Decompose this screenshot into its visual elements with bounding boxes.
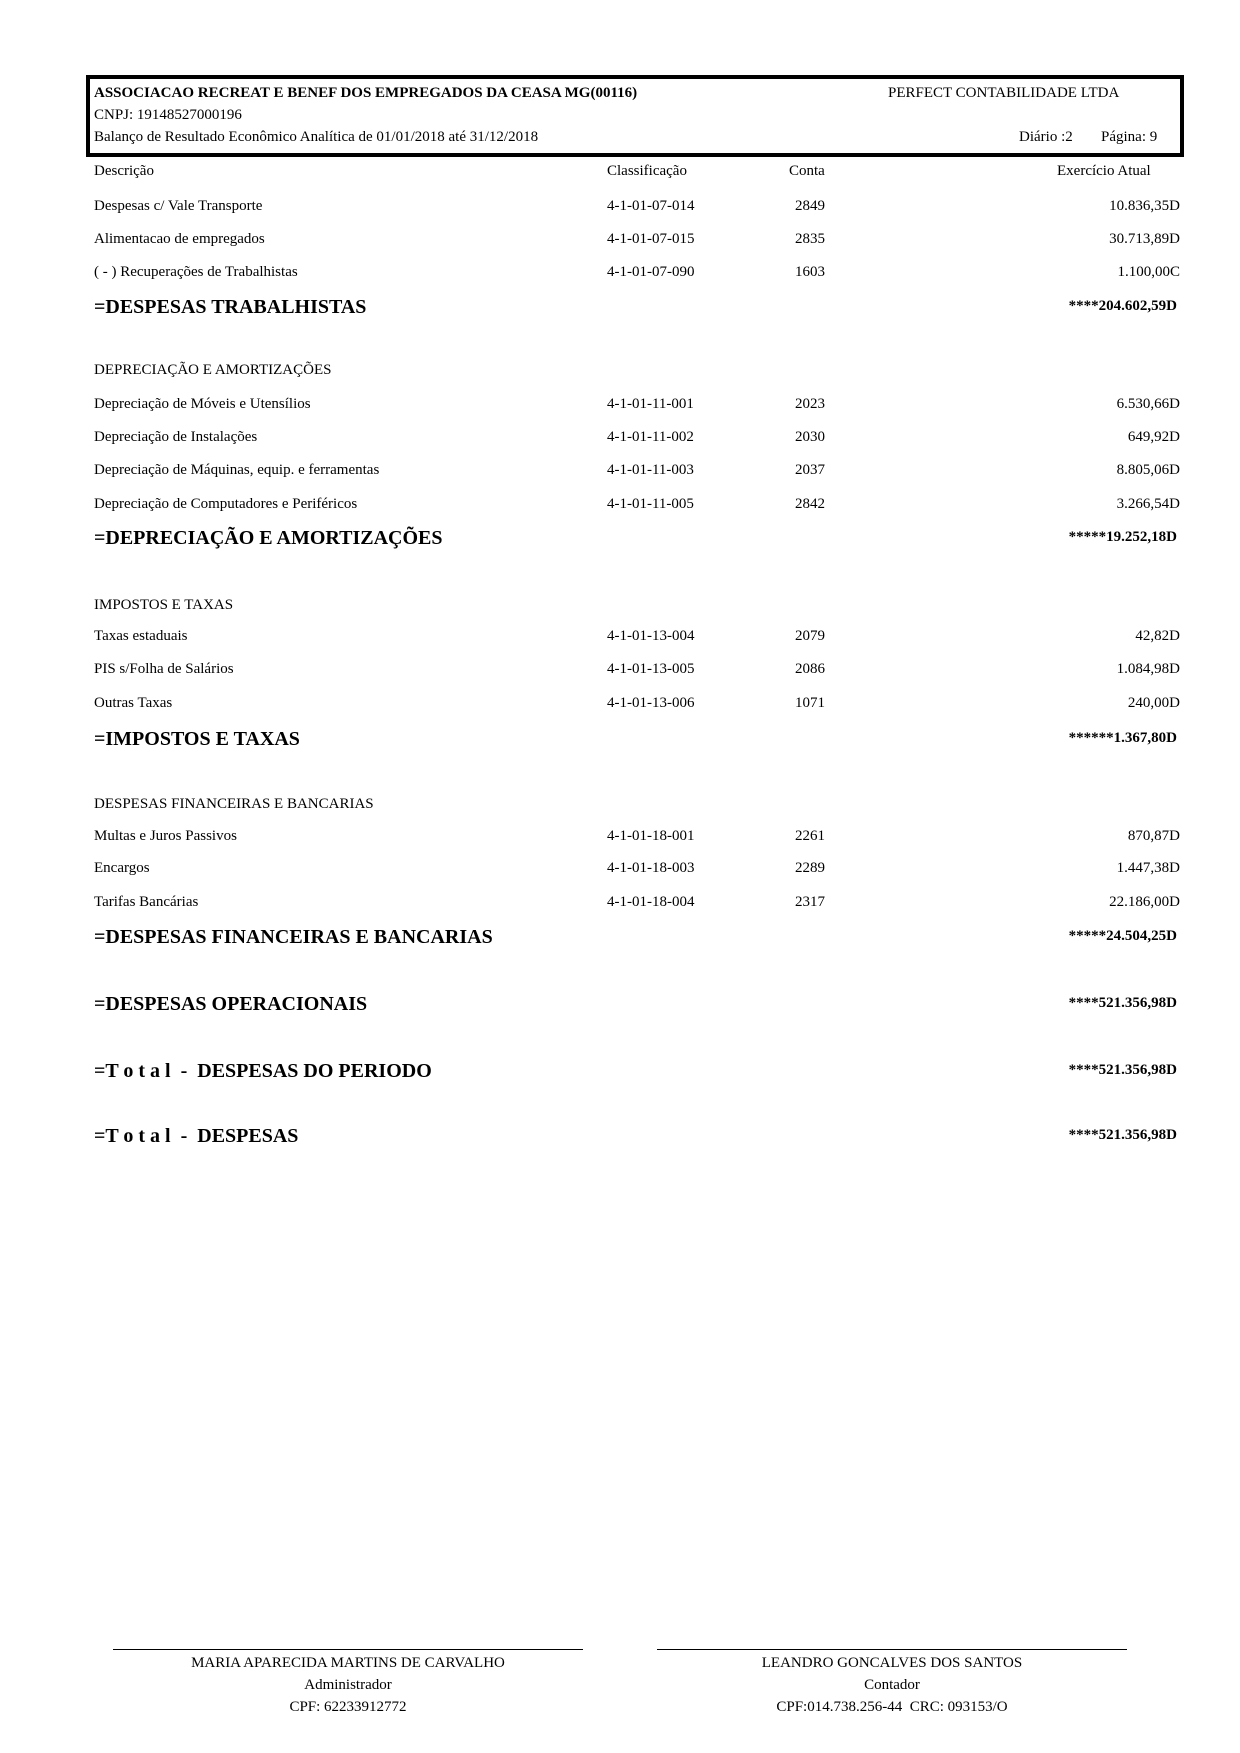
subtotal-value: *****19.252,18D — [1068, 529, 1177, 545]
signatory-role: Contador — [864, 1677, 920, 1693]
row-account: 2086 — [795, 661, 825, 677]
row-account: 2289 — [795, 860, 825, 876]
row-value: 3.266,54D — [1116, 496, 1180, 512]
subtotal-label: =DESPESAS TRABALHISTAS — [94, 296, 367, 318]
row-value: 22.186,00D — [1109, 894, 1180, 910]
row-classification: 4-1-01-13-005 — [607, 661, 695, 677]
row-description: Encargos — [94, 860, 150, 876]
row-account: 2317 — [795, 894, 825, 910]
total-value: ****521.356,98D — [1068, 1127, 1177, 1143]
table-row — [0, 860, 1240, 882]
subtotal-label: =IMPOSTOS E TAXAS — [94, 728, 300, 750]
row-description: Depreciação de Computadores e Periféricos — [94, 496, 358, 512]
subtotal-row — [0, 527, 1240, 553]
total-row — [0, 993, 1240, 1019]
accountant-firm: PERFECT CONTABILIDADE LTDA — [888, 85, 1120, 101]
column-header-conta: Conta — [789, 163, 825, 179]
row-description: Alimentacao de empregados — [94, 231, 265, 247]
table-row — [0, 496, 1240, 518]
row-value: 8.805,06D — [1116, 462, 1180, 478]
total-label: =DESPESAS OPERACIONAIS — [94, 993, 368, 1015]
row-description: Despesas c/ Vale Transporte — [94, 198, 263, 214]
table-row — [0, 429, 1240, 451]
row-description: Tarifas Bancárias — [94, 894, 199, 910]
row-classification: 4-1-01-11-005 — [607, 496, 694, 512]
section-heading: DESPESAS FINANCEIRAS E BANCARIAS — [94, 796, 374, 812]
table-row — [0, 396, 1240, 418]
table-row — [0, 828, 1240, 850]
signature-block-administrator — [113, 1649, 583, 1718]
row-classification: 4-1-01-11-001 — [607, 396, 694, 412]
row-description: Multas e Juros Passivos — [94, 828, 237, 844]
row-account: 2037 — [795, 462, 825, 478]
table-row — [0, 264, 1240, 286]
subtotal-value: ****204.602,59D — [1068, 298, 1177, 314]
cnpj: CNPJ: 19148527000196 — [94, 107, 242, 123]
total-row — [0, 1060, 1240, 1086]
row-account: 2261 — [795, 828, 825, 844]
row-classification: 4-1-01-11-003 — [607, 462, 694, 478]
row-classification: 4-1-01-13-004 — [607, 628, 695, 644]
row-value: 1.084,98D — [1116, 661, 1180, 677]
row-value: 1.100,00C — [1117, 264, 1180, 280]
total-label: =T o t a l - DESPESAS DO PERIODO — [94, 1060, 432, 1082]
row-description: Taxas estaduais — [94, 628, 188, 644]
company-name: ASSOCIACAO RECREAT E BENEF DOS EMPREGADOS DA CEASA MG(00116) — [94, 85, 638, 101]
total-row — [0, 1125, 1240, 1151]
subtotal-row — [0, 926, 1240, 952]
total-label: =T o t a l - DESPESAS — [94, 1125, 299, 1147]
row-description: PIS s/Folha de Salários — [94, 661, 234, 677]
row-classification: 4-1-01-11-002 — [607, 429, 694, 445]
row-value: 649,92D — [1127, 429, 1180, 445]
row-classification: 4-1-01-07-015 — [607, 231, 695, 247]
row-classification: 4-1-01-07-014 — [607, 198, 695, 214]
signatory-document: CPF:014.738.256-44 CRC: 093153/O — [776, 1699, 1008, 1715]
report-title: Balanço de Resultado Econômico Analítica de 01/01/2018 até 31/12/2018 — [94, 129, 539, 145]
row-value: 30.713,89D — [1109, 231, 1180, 247]
row-classification: 4-1-01-18-001 — [607, 828, 695, 844]
row-value: 6.530,66D — [1116, 396, 1180, 412]
page-number: Página: 9 — [1101, 129, 1158, 145]
total-value: ****521.356,98D — [1068, 1062, 1177, 1078]
section-heading: DEPRECIAÇÃO E AMORTIZAÇÕES — [94, 362, 332, 378]
row-account: 2842 — [795, 496, 825, 512]
column-header-descricao: Descrição — [94, 163, 154, 179]
row-account: 2079 — [795, 628, 825, 644]
table-row — [0, 628, 1240, 650]
column-header-classificacao: Classificação — [607, 163, 687, 179]
row-description: ( - ) Recuperações de Trabalhistas — [94, 264, 298, 280]
signatory-document: CPF: 62233912772 — [289, 1699, 407, 1715]
row-classification: 4-1-01-13-006 — [607, 695, 695, 711]
row-description: Depreciação de Máquinas, equip. e ferramentas — [94, 462, 380, 478]
table-row — [0, 661, 1240, 683]
row-account: 2023 — [795, 396, 825, 412]
row-description: Outras Taxas — [94, 695, 173, 711]
total-value: ****521.356,98D — [1068, 995, 1177, 1011]
subtotal-row — [0, 728, 1240, 754]
subtotal-value: *****24.504,25D — [1068, 928, 1177, 944]
row-description: Depreciação de Móveis e Utensílios — [94, 396, 311, 412]
subtotal-value: ******1.367,80D — [1068, 730, 1177, 746]
table-row — [0, 231, 1240, 253]
subtotal-label: =DEPRECIAÇÃO E AMORTIZAÇÕES — [94, 527, 443, 549]
table-row — [0, 695, 1240, 717]
row-value: 1.447,38D — [1116, 860, 1180, 876]
row-value: 240,00D — [1127, 695, 1180, 711]
row-description: Depreciação de Instalações — [94, 429, 258, 445]
row-classification: 4-1-01-07-090 — [607, 264, 695, 280]
row-value: 10.836,35D — [1109, 198, 1180, 214]
table-row — [0, 462, 1240, 484]
signature-line — [657, 1649, 1127, 1650]
signatory-name: LEANDRO GONCALVES DOS SANTOS — [761, 1655, 1023, 1671]
row-classification: 4-1-01-18-003 — [607, 860, 695, 876]
signatory-role: Administrador — [304, 1677, 392, 1693]
signature-block-accountant — [657, 1649, 1127, 1718]
diario-number: Diário :2 — [1019, 129, 1073, 145]
row-classification: 4-1-01-18-004 — [607, 894, 695, 910]
subtotal-label: =DESPESAS FINANCEIRAS E BANCARIAS — [94, 926, 493, 948]
row-account: 2835 — [795, 231, 825, 247]
row-account: 1603 — [795, 264, 825, 280]
signatory-name: MARIA APARECIDA MARTINS DE CARVALHO — [191, 1655, 505, 1671]
table-row — [0, 198, 1240, 220]
row-account: 2030 — [795, 429, 825, 445]
table-row — [0, 894, 1240, 916]
section-heading: IMPOSTOS E TAXAS — [94, 597, 234, 613]
column-header-exercicio: Exercício Atual — [1057, 163, 1151, 179]
row-value: 42,82D — [1135, 628, 1180, 644]
subtotal-row — [0, 296, 1240, 322]
row-account: 2849 — [795, 198, 825, 214]
signature-line — [113, 1649, 583, 1650]
row-value: 870,87D — [1127, 828, 1180, 844]
row-account: 1071 — [795, 695, 825, 711]
